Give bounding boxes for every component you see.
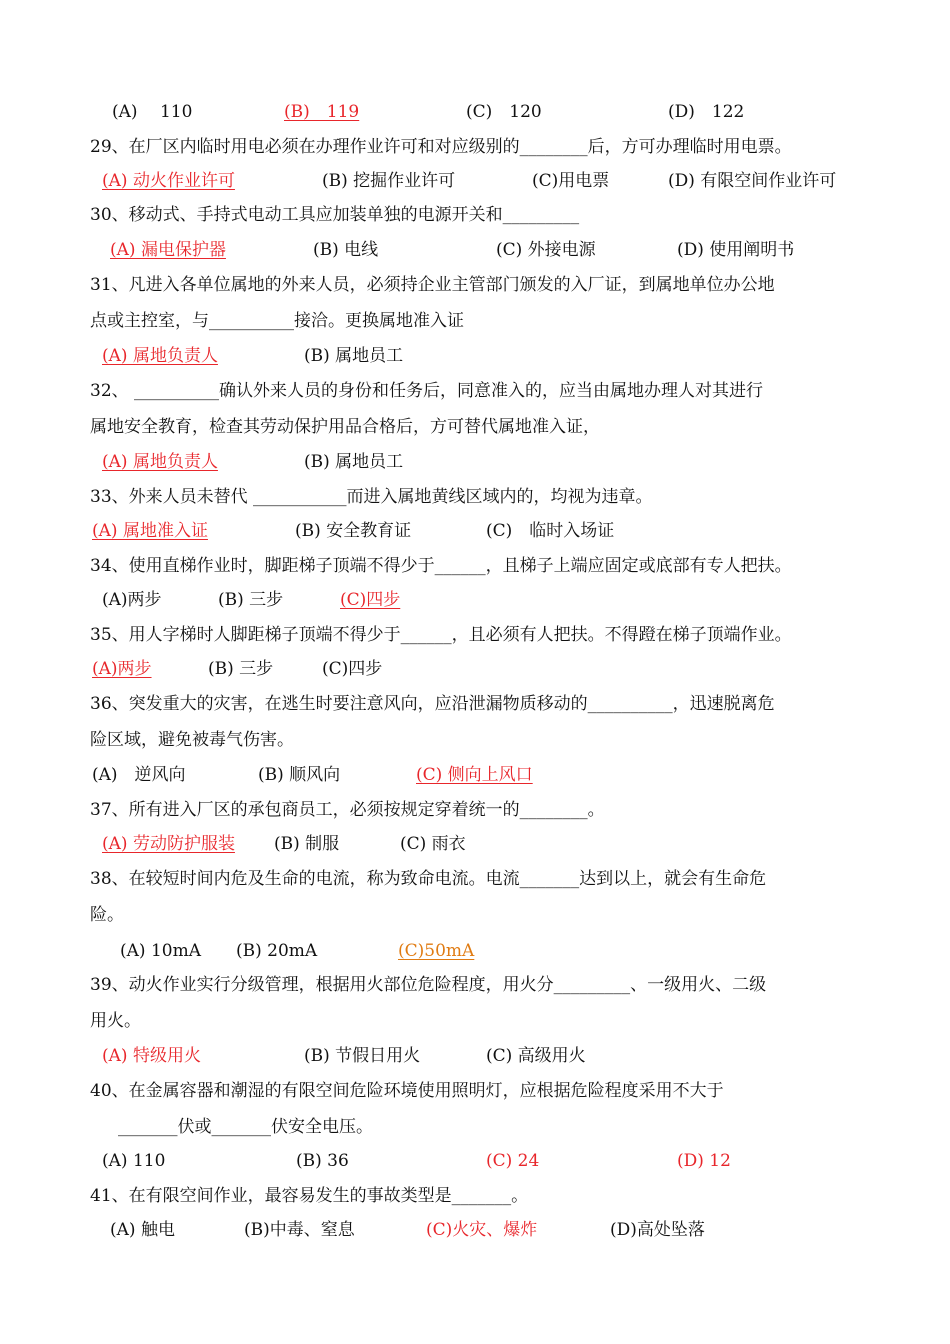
q36-text-line1: 36、突发重大的灾害，在逃生时要注意风向，应沿泄漏物质移动的__________，迅速脱离危 (90, 694, 775, 714)
q32-question (0, 374, 950, 408)
q29-text: 29、在厂区内临时用电必须在办理作业许可和对应级别的________后，方可办理临时用电票。 (90, 137, 792, 157)
q37-option-c: (C) 雨衣 (400, 834, 466, 854)
q31-option-a: (A) 属地负责人 (102, 346, 218, 366)
q31-question-cont (0, 304, 950, 338)
q41-text: 41、在有限空间作业，最容易发生的事故类型是_______。 (90, 1186, 529, 1206)
q28-options (0, 95, 950, 129)
q29-option-b: (B) 挖掘作业许可 (322, 171, 456, 191)
q36-question (0, 687, 950, 721)
q40-text-line1: 40、在金属容器和潮湿的有限空间危险环境使用照明灯，应根据危险程度采用不大于 (90, 1081, 724, 1101)
q40-options (0, 1144, 950, 1178)
q40-option-a: (A) 110 (102, 1151, 166, 1171)
q39-question-cont (0, 1004, 950, 1038)
q39-text-line1: 39、动火作业实行分级管理，根据用火部位危险程度，用火分_________、一级用火、二级 (90, 975, 767, 995)
q32-text-line1: 32、 __________确认外来人员的身份和任务后，同意准入的，应当由属地办理人对其进行 (90, 381, 764, 401)
q28-option-b: (B) 119 (284, 102, 360, 122)
q31-text-line2: 点或主控室，与__________接洽。更换属地准入证 (90, 311, 464, 331)
q38-text-line2: 险。 (90, 905, 124, 925)
q28-option-a: (A) 110 (112, 102, 193, 122)
q34-option-b: (B) 三步 (218, 590, 284, 610)
q38-option-c: (C)50mA (398, 941, 475, 961)
q31-text-line1: 31、凡进入各单位属地的外来人员，必须持企业主管部门颁发的入厂证，到属地单位办公地 (90, 275, 775, 295)
q38-option-a: (A) 10mA (120, 941, 201, 961)
q34-option-a: (A)两步 (102, 590, 162, 610)
q33-option-a: (A) 属地准入证 (92, 521, 208, 541)
q39-option-b: (B) 节假日用火 (304, 1046, 421, 1066)
q36-text-line2: 险区域，避免被毒气伤害。 (90, 730, 294, 750)
q30-option-d: (D) 使用阐明书 (677, 240, 795, 260)
q30-option-b: (B) 电线 (313, 240, 379, 260)
q30-options (0, 233, 950, 267)
q32-option-b: (B) 属地员工 (304, 452, 404, 472)
q39-options (0, 1039, 950, 1073)
q36-option-b: (B) 顺风向 (258, 765, 341, 785)
q35-option-b: (B) 三步 (208, 659, 274, 679)
q35-option-c: (C)四步 (322, 659, 383, 679)
q29-options (0, 164, 950, 198)
q35-options (0, 652, 950, 686)
q29-option-a: (A) 动火作业许可 (102, 171, 235, 191)
q30-option-a: (A) 漏电保护器 (110, 240, 226, 260)
q34-text: 34、使用直梯作业时，脚距梯子顶端不得少于______，且梯子上端应固定或底部有专人把扶。 (90, 556, 792, 576)
q31-option-b: (B) 属地员工 (304, 346, 404, 366)
q38-option-b: (B) 20mA (236, 941, 318, 961)
q29-question (0, 130, 950, 164)
q32-question-cont (0, 410, 950, 444)
q36-options (0, 758, 950, 792)
q38-text-line1: 38、在较短时间内危及生命的电流，称为致命电流。电流_______达到以上，就会有生命危 (90, 869, 767, 889)
q34-options (0, 583, 950, 617)
q33-text: 33、外来人员未替代 ___________而进入属地黄线区域内的，均视为违章。 (90, 487, 653, 507)
q28-option-d: (D) 122 (668, 102, 745, 122)
q33-options (0, 514, 950, 548)
q40-text-line2: _______伏或_______伏安全电压。 (118, 1117, 373, 1137)
q29-option-c: (C)用电票 (532, 171, 610, 191)
q30-question (0, 198, 950, 232)
q41-option-a: (A) 触电 (110, 1220, 175, 1240)
q31-options (0, 339, 950, 373)
q32-options (0, 445, 950, 479)
q28-option-c: (C) 120 (466, 102, 542, 122)
q39-question (0, 968, 950, 1002)
q38-question (0, 862, 950, 896)
q31-question (0, 268, 950, 302)
q36-option-a: (A) 逆风向 (92, 765, 186, 785)
q30-option-c: (C) 外接电源 (496, 240, 596, 260)
q38-options (0, 934, 950, 968)
q41-option-c: (C)火灾、爆炸 (426, 1220, 538, 1240)
q34-question (0, 549, 950, 583)
q40-option-d: (D) 12 (677, 1151, 731, 1171)
q40-question (0, 1074, 950, 1108)
q39-option-c: (C) 高级用火 (486, 1046, 586, 1066)
q34-option-c: (C)四步 (340, 590, 401, 610)
q36-question-cont (0, 723, 950, 757)
q37-option-a: (A) 劳动防护服装 (102, 834, 235, 854)
q30-text: 30、移动式、手持式电动工具应加装单独的电源开关和_________ (90, 205, 580, 225)
q41-option-d: (D)高处坠落 (610, 1220, 705, 1240)
q29-option-d: (D) 有限空间作业许可 (668, 171, 837, 191)
q35-option-a: (A)两步 (92, 659, 152, 679)
q38-question-cont (0, 898, 950, 932)
q37-question (0, 793, 950, 827)
q40-option-c: (C) 24 (486, 1151, 540, 1171)
q39-text-line2: 用火。 (90, 1011, 141, 1031)
q33-option-c: (C) 临时入场证 (486, 521, 615, 541)
q37-option-b: (B) 制服 (274, 834, 340, 854)
q32-option-a: (A) 属地负责人 (102, 452, 218, 472)
q37-text: 37、所有进入厂区的承包商员工，必须按规定穿着统一的________。 (90, 800, 605, 820)
q35-question (0, 618, 950, 652)
q41-option-b: (B)中毒、窒息 (244, 1220, 355, 1240)
q41-options (0, 1213, 950, 1247)
q32-text-line2: 属地安全教育，检查其劳动保护用品合格后，方可替代属地准入证， (90, 417, 600, 437)
q37-options (0, 827, 950, 861)
q41-question (0, 1179, 950, 1213)
q39-option-a: (A) 特级用火 (102, 1046, 201, 1066)
q40-option-b: (B) 36 (296, 1151, 349, 1171)
q33-question (0, 480, 950, 514)
q33-option-b: (B) 安全教育证 (295, 521, 412, 541)
q40-question-cont (0, 1110, 950, 1144)
q35-text: 35、用人字梯时人脚距梯子顶端不得少于______，且必须有人把扶。不得蹬在梯子顶端作业。 (90, 625, 792, 645)
q36-option-c: (C) 侧向上风口 (416, 765, 533, 785)
